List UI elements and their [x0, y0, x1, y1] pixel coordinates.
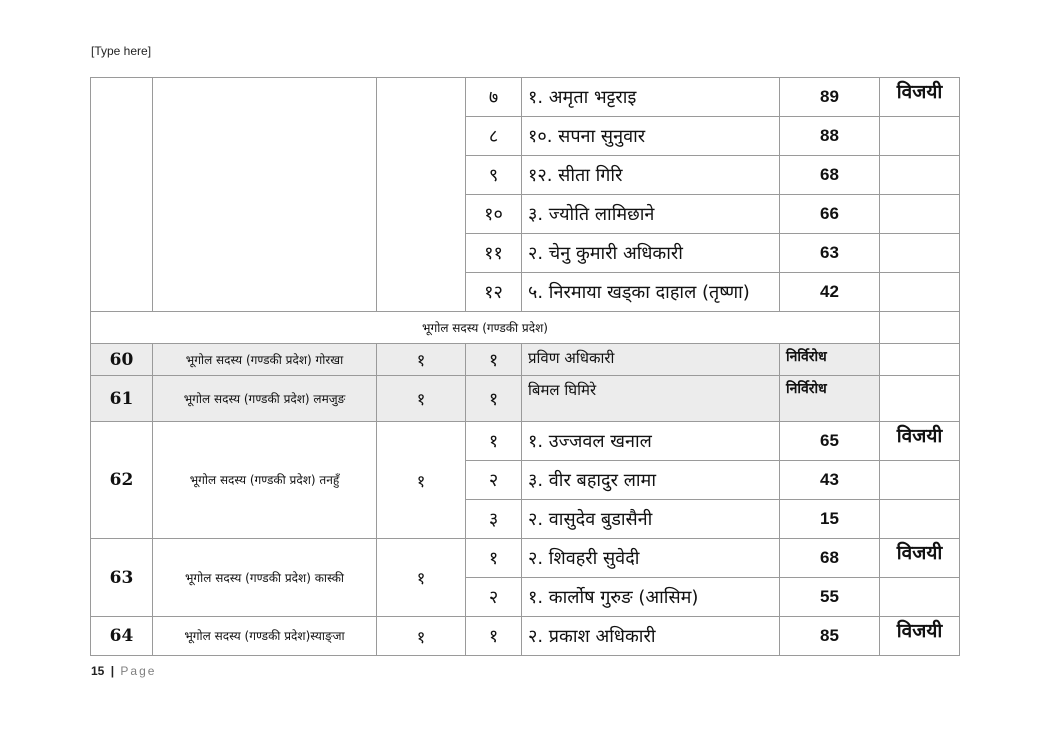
serial-cell: 60: [91, 344, 153, 376]
table-row: [91, 422, 960, 461]
votes-cell: 63: [780, 234, 880, 273]
votes-cell: निर्विरोध: [780, 376, 880, 422]
page-number: 15: [91, 664, 105, 678]
table-row: [91, 344, 960, 376]
table-row: [91, 376, 960, 422]
result-cell: विजयी: [880, 617, 960, 656]
seats-cell: १: [377, 539, 466, 617]
result-cell: [880, 273, 960, 312]
rank-cell: १: [466, 376, 522, 422]
votes-cell: 15: [780, 500, 880, 539]
rank-cell: ११: [466, 234, 522, 273]
candidate-cell: ३. वीर बहादुर लामा: [522, 461, 780, 500]
serial-cell: 62: [91, 422, 153, 539]
seats-cell: १: [377, 617, 466, 656]
votes-cell: 88: [780, 117, 880, 156]
rank-cell: ९: [466, 156, 522, 195]
rank-cell: ७: [466, 78, 522, 117]
constituency-cell: [153, 78, 377, 312]
table-row: [91, 617, 960, 656]
rank-cell: १: [466, 422, 522, 461]
rank-cell: ३: [466, 500, 522, 539]
result-cell: [880, 195, 960, 234]
result-cell: [880, 312, 960, 344]
rank-cell: १०: [466, 195, 522, 234]
votes-cell: 89: [780, 78, 880, 117]
seats-cell: १: [377, 422, 466, 539]
result-cell: [880, 344, 960, 376]
result-cell: [880, 376, 960, 422]
votes-cell: 68: [780, 539, 880, 578]
page-footer: [91, 664, 156, 678]
result-cell: विजयी: [880, 422, 960, 461]
result-cell: [880, 156, 960, 195]
candidate-cell: २. शिवहरी सुवेदी: [522, 539, 780, 578]
candidate-cell: १. उज्जवल खनाल: [522, 422, 780, 461]
candidate-cell: १२. सीता गिरि: [522, 156, 780, 195]
rank-cell: ८: [466, 117, 522, 156]
votes-cell: 55: [780, 578, 880, 617]
candidate-cell: ३. ज्योति लामिछाने: [522, 195, 780, 234]
candidate-cell: २. चेनु कुमारी अधिकारी: [522, 234, 780, 273]
serial-cell: 63: [91, 539, 153, 617]
candidate-cell: २. वासुदेव बुडासैनी: [522, 500, 780, 539]
page-label: Page: [120, 664, 157, 678]
rank-cell: १: [466, 617, 522, 656]
result-cell: विजयी: [880, 539, 960, 578]
section-row: [91, 312, 960, 344]
constituency-cell: भूगोल सदस्य (गण्डकी प्रदेश)स्याङ्जा: [153, 617, 377, 656]
votes-cell: निर्विरोध: [780, 344, 880, 376]
constituency-cell: भूगोल सदस्य (गण्डकी प्रदेश) कास्की: [153, 539, 377, 617]
seats-cell: [377, 78, 466, 312]
table-row: [91, 78, 960, 117]
result-cell: [880, 578, 960, 617]
constituency-cell: भूगोल सदस्य (गण्डकी प्रदेश) गोरखा: [153, 344, 377, 376]
candidate-cell: १. अमृता भट्टराइ: [522, 78, 780, 117]
votes-cell: 42: [780, 273, 880, 312]
candidate-cell: ५. निरमाया खड्का दाहाल (तृष्णा): [522, 273, 780, 312]
result-cell: [880, 117, 960, 156]
seats-cell: १: [377, 344, 466, 376]
candidate-cell: २. प्रकाश अधिकारी: [522, 617, 780, 656]
seats-cell: १: [377, 376, 466, 422]
votes-cell: 43: [780, 461, 880, 500]
votes-cell: 65: [780, 422, 880, 461]
footer-separator: |: [110, 664, 115, 678]
result-cell: [880, 500, 960, 539]
candidate-cell: १०. सपना सुनुवार: [522, 117, 780, 156]
result-cell: [880, 461, 960, 500]
rank-cell: १: [466, 344, 522, 376]
serial-cell: 61: [91, 376, 153, 422]
rank-cell: २: [466, 461, 522, 500]
rank-cell: १: [466, 539, 522, 578]
table-row: [91, 539, 960, 578]
serial-cell: [91, 78, 153, 312]
votes-cell: 68: [780, 156, 880, 195]
candidate-cell: १. कार्लोष गुरुङ (आसिम): [522, 578, 780, 617]
result-cell: विजयी: [880, 78, 960, 117]
constituency-cell: भूगोल सदस्य (गण्डकी प्रदेश) लमजुङ: [153, 376, 377, 422]
votes-cell: 85: [780, 617, 880, 656]
candidate-cell: बिमल घिमिरे: [522, 376, 780, 422]
result-cell: [880, 234, 960, 273]
section-title: भूगोल सदस्य (गण्डकी प्रदेश): [91, 312, 880, 344]
election-results-table: [90, 77, 960, 656]
votes-cell: 66: [780, 195, 880, 234]
page-header: [Type here]: [91, 44, 152, 58]
rank-cell: २: [466, 578, 522, 617]
constituency-cell: भूगोल सदस्य (गण्डकी प्रदेश) तनहुँ: [153, 422, 377, 539]
serial-cell: 64: [91, 617, 153, 656]
candidate-cell: प्रविण अधिकारी: [522, 344, 780, 376]
rank-cell: १२: [466, 273, 522, 312]
